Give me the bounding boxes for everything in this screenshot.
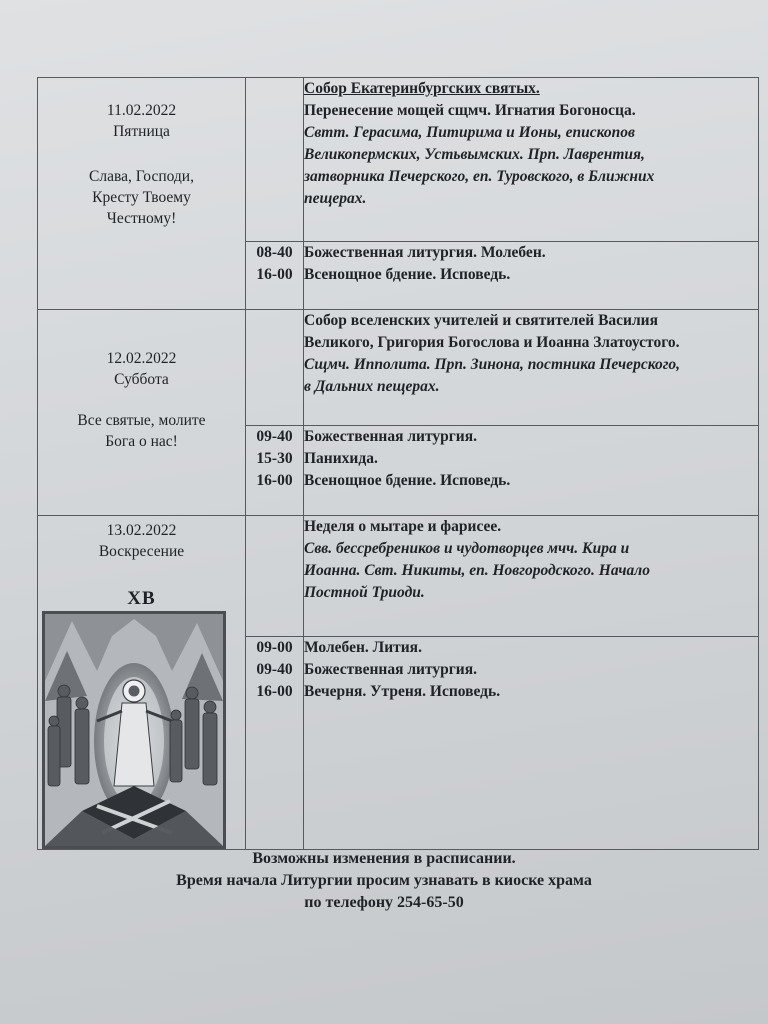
resurrection-icon <box>42 611 226 849</box>
weekday: Пятница <box>113 123 170 140</box>
date-cell <box>38 310 246 516</box>
date-cell <box>38 516 246 850</box>
weekday: Воскресение <box>98 543 185 560</box>
feast-secondary: Перенесение мощей сщмч. Игнатия Богоносца. <box>304 102 636 119</box>
time-cell-empty <box>246 310 304 426</box>
motto: Все святые, молите Бога о нас! <box>77 412 206 450</box>
date: 11.02.2022 <box>106 102 177 119</box>
feast-main: Неделя о мытаре и фарисее. <box>304 518 502 535</box>
service-names: Божественная литургия. Молебен. Всенощное бдение. Исповедь. <box>304 242 759 310</box>
icon-caption: ХВ <box>127 588 156 609</box>
time-cell-empty <box>246 78 304 242</box>
feast-main: Собор вселенских учителей и святителей Василия Великого, Григория Богослова и Иоанна Златоустого. <box>304 312 680 351</box>
service-times: 08-40 16-00 <box>246 242 304 310</box>
feast-cell <box>304 78 759 242</box>
footer-notice <box>0 848 768 914</box>
feast-cell <box>304 516 759 637</box>
service-names: Молебен. Лития. Божественная литургия. Вечерня. Утреня. Исповедь. <box>304 636 759 849</box>
day-row-feast <box>38 78 759 242</box>
day-row-feast <box>38 310 759 426</box>
date: 13.02.2022 <box>106 522 177 539</box>
service-times: 09-40 15-30 16-00 <box>246 426 304 516</box>
date-cell <box>38 78 246 310</box>
schedule-table <box>37 77 759 850</box>
resurrection-icon-image <box>42 611 226 849</box>
footer-line: Возможны изменения в расписании. <box>252 850 516 867</box>
weekday: Суббота <box>114 371 169 388</box>
feast-cell <box>304 310 759 426</box>
feast-main: Собор Екатеринбургских святых. <box>304 80 540 97</box>
time-cell-empty <box>246 516 304 637</box>
motto: Слава, Господи, Кресту Твоему Честному! <box>89 168 194 227</box>
service-times: 09-00 09-40 16-00 <box>246 636 304 849</box>
footer-phone: по телефону 254-65-50 <box>304 894 464 911</box>
service-names: Божественная литургия. Панихида. Всенощное бдение. Исповедь. <box>304 426 759 516</box>
day-row-feast <box>38 516 759 637</box>
saints-commemoration: Свв. бессребреников и чудотворцев мчч. Кира и Иоанна. Свт. Никиты, еп. Новгородского. Начало Постной Триоди. <box>304 540 650 601</box>
footer-line: Время начала Литургии просим узнавать в киоске храма <box>176 872 592 889</box>
saints-commemoration: Свтт. Герасима, Питирима и Ионы, епископов Великопермских, Устьвымских. Прп. Лаврентия, затворника Печерского, еп. Туровского, в Ближних пещерах. <box>304 124 655 207</box>
saints-commemoration: Сщмч. Ипполита. Прп. Зинона, постника Печерского, в Дальних пещерах. <box>304 356 681 395</box>
date: 12.02.2022 <box>106 350 177 367</box>
